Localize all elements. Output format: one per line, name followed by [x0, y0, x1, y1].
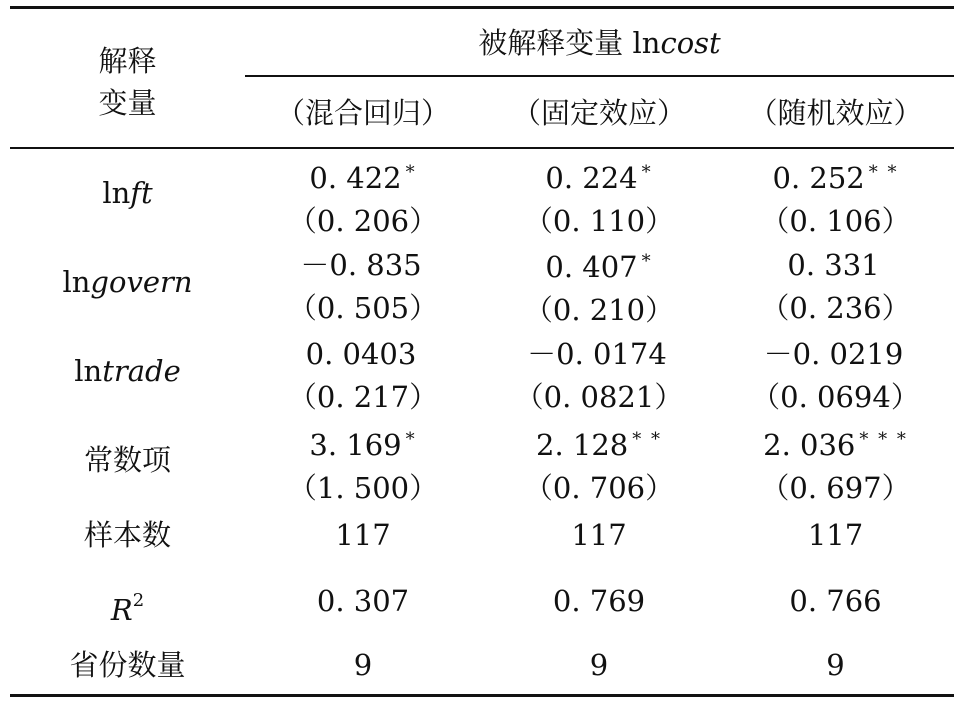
- standard-error: （0. 236）: [760, 291, 911, 325]
- explain-label-line2: 变量: [98, 86, 157, 120]
- cell-lngovern-fixed: [481, 245, 717, 327]
- row-label-lngovern: [10, 265, 245, 299]
- standard-error: （0. 210）: [523, 293, 675, 327]
- significance-stars: * * *: [859, 429, 908, 450]
- coef: －0. 835: [300, 248, 422, 282]
- cell-sample-size-fixed: 117: [571, 518, 627, 552]
- significance-stars: *: [405, 429, 417, 450]
- cell-lngovern-random: [717, 243, 954, 325]
- r-symbol: R: [110, 593, 133, 627]
- cell-lnft-pooled: [245, 156, 481, 238]
- r-superscript: 2: [132, 590, 145, 611]
- top-rule: [10, 6, 954, 9]
- significance-stars: *: [405, 162, 417, 183]
- cell-constant-random: [717, 423, 954, 505]
- dependent-prefix: 被解释变量 ln: [478, 26, 661, 60]
- standard-error: （0. 0821）: [514, 380, 684, 414]
- row-label-constant: [10, 443, 245, 477]
- row-label-r-squared: [10, 584, 245, 627]
- cell-lnft-random: [717, 156, 954, 238]
- column-header-pooled: （混合回归）: [275, 96, 450, 130]
- cell-r-squared-random: 0. 766: [789, 584, 882, 618]
- bottom-rule: [10, 694, 954, 697]
- coef: 0. 224: [545, 161, 638, 195]
- row-label-prefix: ln: [102, 176, 131, 210]
- cell-province-count-pooled: 9: [353, 648, 373, 682]
- cell-r-squared-fixed: 0. 769: [552, 584, 646, 618]
- explain-label-line1: 解释: [98, 44, 157, 78]
- coef: 0. 331: [787, 248, 880, 282]
- cell-lntrade-pooled: [245, 332, 481, 414]
- standard-error: （0. 505）: [287, 291, 439, 325]
- column-header-fixed: （固定效应）: [511, 96, 686, 130]
- row-label-italic: govern: [90, 265, 193, 299]
- standard-error: （0. 697）: [760, 471, 911, 505]
- coef: 0. 0403: [305, 337, 417, 371]
- row-label-sample-size: 样本数: [83, 518, 171, 552]
- dependent-variable-header: [245, 26, 954, 60]
- row-label-prefix: ln: [74, 354, 103, 388]
- standard-error: （0. 110）: [523, 204, 675, 238]
- column-header-random: （随机效应）: [748, 96, 923, 130]
- coef: 0. 407: [545, 250, 638, 284]
- standard-error: （0. 206）: [287, 204, 439, 238]
- row-label-prefix: ln: [62, 265, 91, 299]
- coef: －0. 0219: [763, 337, 904, 371]
- significance-stars: *: [641, 251, 653, 272]
- significance-stars: * *: [632, 429, 662, 450]
- cell-lntrade-random: [717, 332, 954, 414]
- row-label-text: 常数项: [83, 443, 171, 477]
- row-label-province-count: 省份数量: [69, 648, 186, 682]
- cell-sample-size-random: 117: [807, 518, 864, 552]
- coef: 0. 252: [772, 161, 865, 195]
- significance-stars: *: [641, 162, 653, 183]
- standard-error: （0. 106）: [760, 204, 911, 238]
- cell-lnft-fixed: [481, 156, 717, 238]
- cell-constant-pooled: [245, 423, 481, 505]
- cell-r-squared-pooled: 0. 307: [316, 584, 410, 618]
- coef: 0. 422: [309, 161, 402, 195]
- coef: 3. 169: [309, 428, 402, 462]
- coef: －0. 0174: [527, 337, 667, 371]
- row-label-lntrade: [10, 354, 245, 388]
- row-label-lnft: [10, 176, 245, 210]
- dependent-var: cost: [660, 26, 721, 60]
- standard-error: （1. 500）: [287, 471, 439, 505]
- cell-sample-size-pooled: 117: [335, 518, 391, 552]
- cell-constant-fixed: [481, 423, 717, 505]
- cell-lntrade-fixed: [481, 332, 717, 414]
- coef: 2. 128: [536, 428, 629, 462]
- cell-province-count-random: 9: [826, 648, 845, 682]
- header-rule: [10, 147, 954, 149]
- row-label-italic: trade: [102, 354, 181, 388]
- explanatory-variable-header: [10, 40, 245, 124]
- cell-province-count-fixed: 9: [589, 648, 609, 682]
- standard-error: （0. 706）: [523, 471, 675, 505]
- coef: 2. 036: [763, 428, 856, 462]
- row-label-italic: ft: [130, 176, 153, 210]
- standard-error: （0. 217）: [287, 380, 439, 414]
- standard-error: （0. 0694）: [751, 380, 920, 414]
- group-underline: [245, 75, 954, 77]
- significance-stars: * *: [868, 162, 899, 183]
- cell-lngovern-pooled: [245, 243, 481, 325]
